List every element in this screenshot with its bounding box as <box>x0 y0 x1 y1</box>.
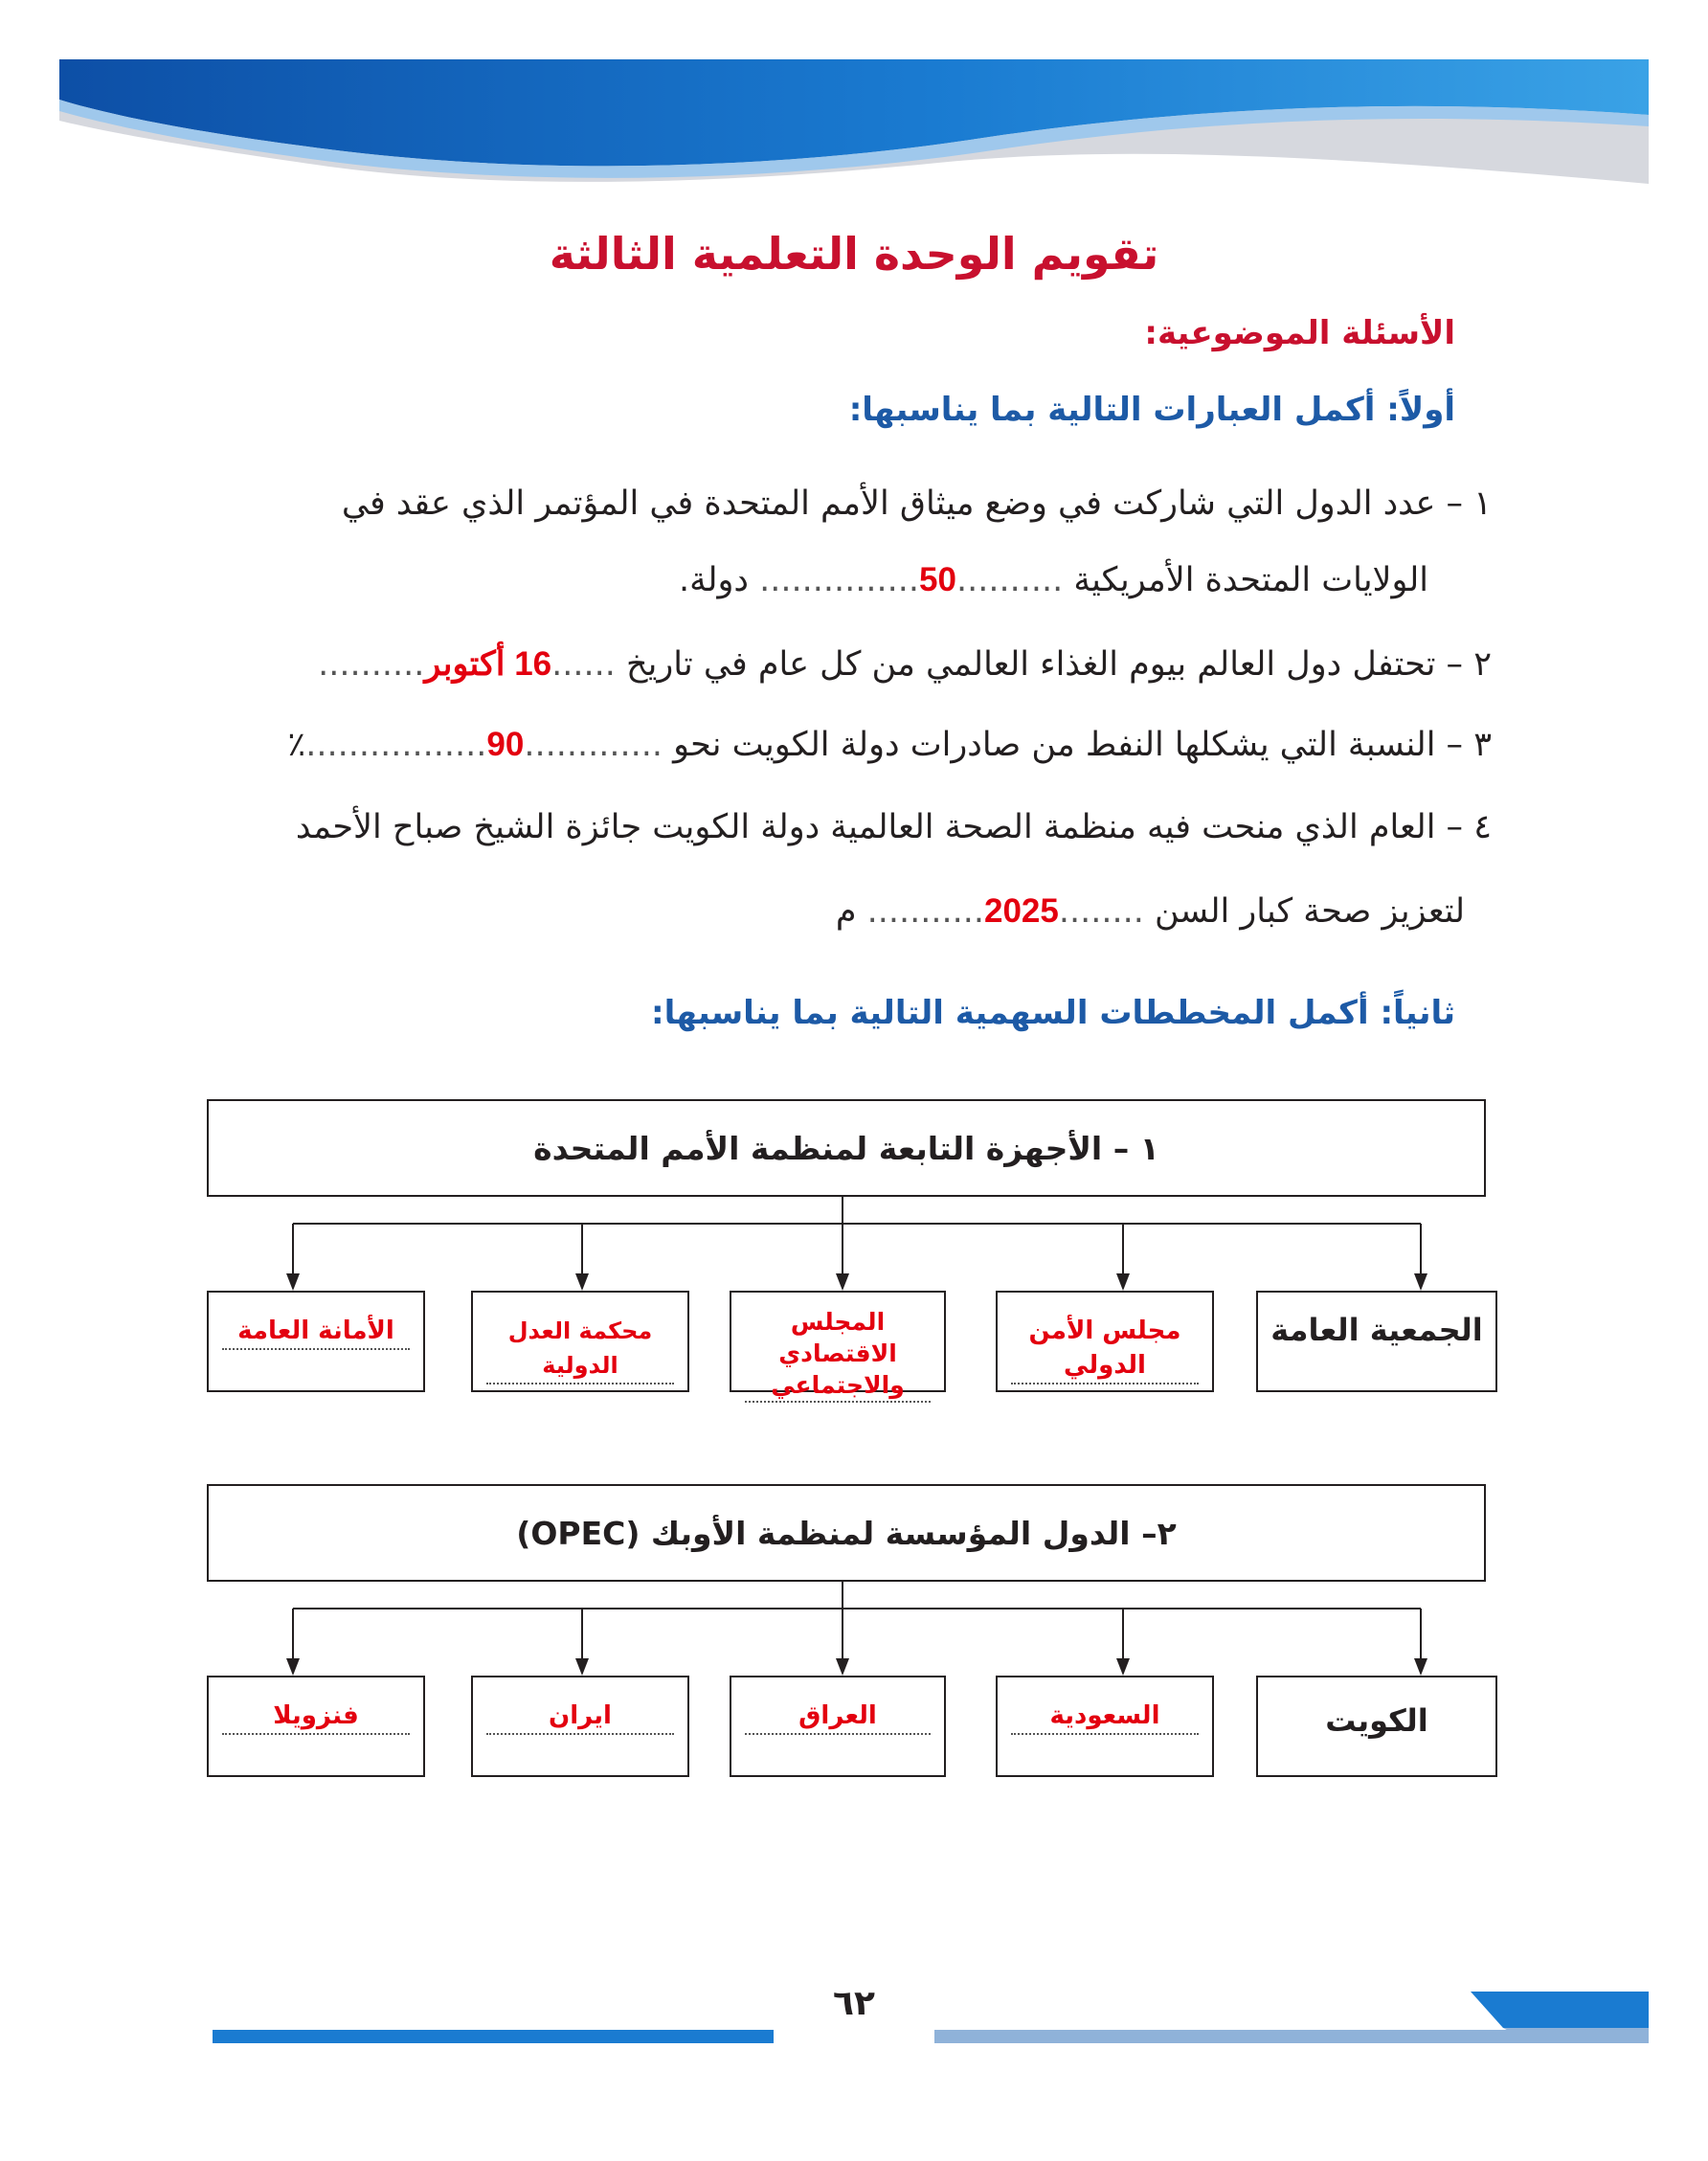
diagram-1-title: ١ – الأجهزة التابعة لمنظمة الأمم المتحدة <box>533 1129 1159 1167</box>
diagram-1-given: الجمعية العامة <box>1270 1312 1483 1348</box>
diagram-1-answer-1: مجلس الأمن الدولي <box>1011 1314 1199 1384</box>
header-wave-banner <box>0 0 1708 230</box>
page-number: ٦٢ <box>833 1984 875 2023</box>
question-3: ٣ – النسبة التي يشكلها النفط من صادرات دولة الكويت نحو .............90.................٪ <box>287 726 1492 764</box>
question-4-line-2: لتعزيز صحة كبار السن ........2025........... م <box>835 892 1465 931</box>
diagram-2-answer-2: العراق <box>745 1699 931 1735</box>
diagram-1-answer-2: المجلس الاقتصادي والاجتماعي <box>745 1306 931 1403</box>
diagram-2-title: ٢– الدول المؤسسة لمنظمة الأوبك (OPEC) <box>516 1514 1177 1552</box>
diagram-2-blank-3 <box>471 1676 689 1777</box>
question-1-line-2: الولايات المتحدة الأمريكية ..........50............... دولة. <box>678 561 1428 599</box>
diagram-1-answer-4: الأمانة العامة <box>222 1314 410 1350</box>
diagram-2-blank-2 <box>730 1676 946 1777</box>
answer-q3: 90 <box>486 726 525 763</box>
diagram-1-given-box <box>1256 1291 1497 1392</box>
diagram-2-answer-1: السعودية <box>1011 1699 1199 1735</box>
question-1-line-1: ١ – عدد الدول التي شاركت في وضع ميثاق الأمم المتحدة في المؤتمر الذي عقد في <box>341 484 1492 523</box>
diagram-2-given-box <box>1256 1676 1497 1777</box>
diagram-2-answer-3: ايران <box>486 1699 674 1735</box>
diagram-1-title-box <box>207 1099 1486 1197</box>
diagram-1-blank-3 <box>471 1291 689 1392</box>
answer-q1: 50 <box>919 561 956 598</box>
answer-q4: 2025 <box>984 892 1059 930</box>
diagram-1-answer-3: محكمة العدل الدولية <box>486 1314 674 1384</box>
diagram-2-title-box <box>207 1484 1486 1582</box>
section-heading: الأسئلة الموضوعية: <box>1144 314 1455 352</box>
part1-heading: أولاً: أكمل العبارات التالية بما يناسبها: <box>848 391 1455 429</box>
answer-q2: 16 أكتوبر <box>424 645 552 683</box>
part2-heading: ثانياً: أكمل المخططات السهمية التالية بما يناسبها: <box>651 994 1455 1032</box>
diagram-1-blank-4 <box>207 1291 425 1392</box>
page-title: تقويم الوحدة التعلمية الثالثة <box>549 228 1159 280</box>
diagram-2-answer-4: فنزويلا <box>222 1699 410 1735</box>
diagram-2-blank-1 <box>996 1676 1214 1777</box>
diagram-1-arrows <box>0 1197 1708 1293</box>
diagram-2-blank-4 <box>207 1676 425 1777</box>
question-4-line-1: ٤ – العام الذي منحت فيه منظمة الصحة العالمية دولة الكويت جائزة الشيخ صباح الأحمد <box>295 808 1492 846</box>
diagram-1-blank-1 <box>996 1291 1214 1392</box>
diagram-2-arrows <box>0 1582 1708 1677</box>
question-2: ٢ – تحتفل دول العالم بيوم الغذاء العالمي من كل عام في تاريخ ......16 أكتوبر.......... <box>318 645 1492 684</box>
diagram-2-given: الكويت <box>1325 1702 1428 1739</box>
diagram-1-blank-2 <box>730 1291 946 1399</box>
